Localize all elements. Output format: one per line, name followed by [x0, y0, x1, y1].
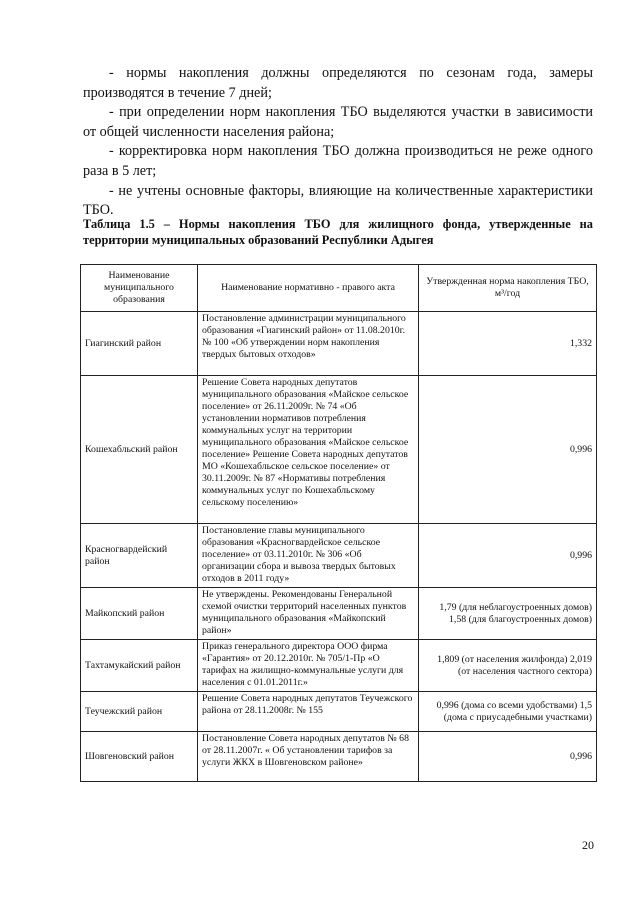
table-caption: Таблица 1.5 – Нормы накопления ТБО для жилищного фонда, утвержденные на территории муниципальных образований Республики Адыгея [83, 217, 593, 247]
page-number: 20 [582, 838, 594, 852]
cell-legal-act: Решение Совета народных депутатов муниципального образования «Майское сельское поселение» от 26.11.2009г. № 74 «Об установлении нормативов потребления коммунальных услуг на территории муниципального образования «Майское сельское поселение» Решение Совета народных депутатов МО «Кошехабльское сельское поселение» от 30.11.2009г. № 87 «Нормативы потребления коммунальных услуг по Кошехабльскому сельскому поселению» [198, 376, 419, 524]
table-header-row [81, 265, 597, 312]
cell-legal-act: Решение Совета народных депутатов Теучежского района от 28.11.2008г. № 155 [198, 692, 419, 732]
body-text [83, 64, 593, 221]
cell-municipality: Теучежский район [81, 692, 198, 732]
header-municipality: Наименование муниципального образования [81, 265, 198, 312]
cell-norm: 0,996 [419, 732, 597, 782]
table-row [81, 588, 597, 640]
cell-municipality: Гиагинский район [81, 312, 198, 376]
table-row [81, 524, 597, 588]
cell-municipality: Тахтамукайский район [81, 640, 198, 692]
paragraph-seasonal-norms: - нормы накопления должны определяются по сезонам года, замеры производятся в течение 7 дней; [83, 65, 593, 101]
cell-norm: 1,332 [419, 312, 597, 376]
paragraph-factors: - не учтены основные факторы, влияющие на количественные характеристики ТБО. [83, 182, 593, 219]
header-norm: Утвержденная норма накопления ТБО, м³/год [419, 265, 597, 312]
cell-legal-act: Постановление администрации муниципального образования «Гиагинский район» от 11.08.2010г. № 100 «Об утверждении норм накопления твердых бытовых отходов» [198, 312, 419, 376]
cell-norm: 0,996 [419, 524, 597, 588]
cell-municipality: Красногвардейский район [81, 524, 198, 588]
cell-municipality: Шовгеновский район [81, 732, 198, 782]
cell-norm: 1,809 (от населения жилфонда) 2,019 (от населения частного сектора) [419, 640, 597, 692]
paragraph-population-areas: - при определении норм накопления ТБО выделяются участки в зависимости от общей численности населения района; [83, 104, 593, 140]
table-row [81, 732, 597, 782]
table-row [81, 640, 597, 692]
cell-norm: 1,79 (для неблагоустроенных домов) 1,58 (для благоустроенных домов) [419, 588, 597, 640]
cell-municipality: Майкопский район [81, 588, 198, 640]
cell-legal-act: Постановление Совета народных депутатов № 68 от 28.11.2007г. « Об установлении тарифов за услуги ЖКХ в Шовгеновском районе» [198, 732, 419, 782]
cell-norm: 0,996 [419, 376, 597, 524]
cell-legal-act: Не утверждены. Рекомендованы Генеральной схемой очистки территорий населенных пунктов муниципального образования «Майкопский район» [198, 588, 419, 640]
table-row [81, 312, 597, 376]
table-row [81, 376, 597, 524]
cell-legal-act: Приказ генерального директора ООО фирма «Гарантия» от 20.12.2010г. № 705/1-Пр «О тарифах на жилищно-коммунальные услуги для населения с 01.01.2011г.» [198, 640, 419, 692]
norms-table [80, 264, 597, 782]
cell-norm: 0,996 (дома со всеми удобствами) 1,5 (дома с приусадебными участками) [419, 692, 597, 732]
cell-municipality: Кошехабльский район [81, 376, 198, 524]
paragraph-correction-period: - корректировка норм накопления ТБО должна производиться не реже одного раза в 5 лет; [83, 143, 593, 179]
header-legal-act: Наименование нормативно - правого акта [198, 265, 419, 312]
cell-legal-act: Постановление главы муниципального образования «Красногвардейское сельское поселение» от 03.11.2010г. № 306 «Об организации сбора и вывоза твердых бытовых отходов в 2011 году» [198, 524, 419, 588]
table-row [81, 692, 597, 732]
